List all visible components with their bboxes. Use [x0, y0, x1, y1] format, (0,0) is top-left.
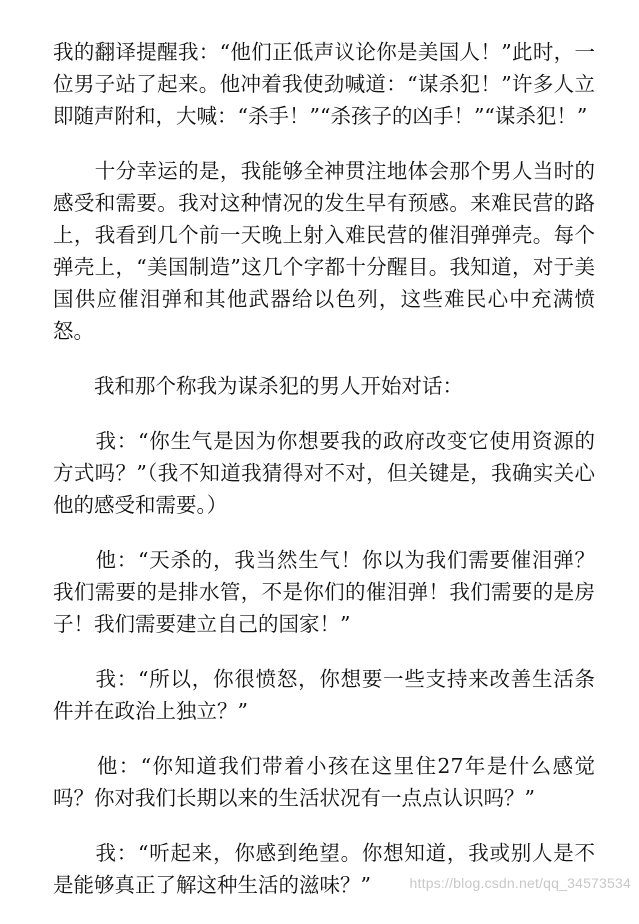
paragraph-4: 我：“你生气是因为你想要我的政府改变它使用资源的方式吗？”（我不知道我猜得对不对，但关键是，我确实关心他的感受和需要。）	[53, 429, 595, 517]
paragraph-6: 我：“所以，你很愤怒，你想要一些支持来改善生活条件并在政治上独立？”	[53, 667, 595, 723]
paragraph-5: 他：“天杀的，我当然生气！你以为我们需要催泪弹？我们需要的是排水管，不是你们的催泪弹！我们需要的是房子！我们需要建立自己的国家！”	[53, 548, 595, 636]
document-page	[53, 36, 595, 924]
paragraph-2: 十分幸运的是，我能够全神贯注地体会那个男人当时的感受和需要。我对这种情况的发生早有预感。来难民营的路上，我看到几个前一天晚上射入难民营的催泪弹弹壳。每个弹壳上，“美国制造”这几个字都十分醒目。我知道，对于美国供应催泪弹和其他武器给以色列，这些难民心中充满愤怒。	[53, 159, 595, 343]
paragraph-7: 他：“你知道我们带着小孩在这里住27年是什么感觉吗？你对我们长期以来的生活状况有一点点认识吗？”	[53, 754, 595, 810]
watermark-url: https://blog.csdn.net/qq_34573534	[409, 875, 631, 891]
paragraph-3: 我和那个称我为谋杀犯的男人开始对话：	[53, 374, 463, 398]
paragraph-8: 我：“听起来，你感到绝望。你想知道，我或别人是不是能够真正了解这种生活的滋味？”	[53, 841, 595, 897]
paragraph-1: 我的翻译提醒我：“他们正低声议论你是美国人！”此时，一位男子站了起来。他冲着我使劲喊道：“谋杀犯！”许多人立即随声附和，大喊：“杀手！”“杀孩子的凶手！”“谋杀犯！”	[53, 40, 595, 128]
